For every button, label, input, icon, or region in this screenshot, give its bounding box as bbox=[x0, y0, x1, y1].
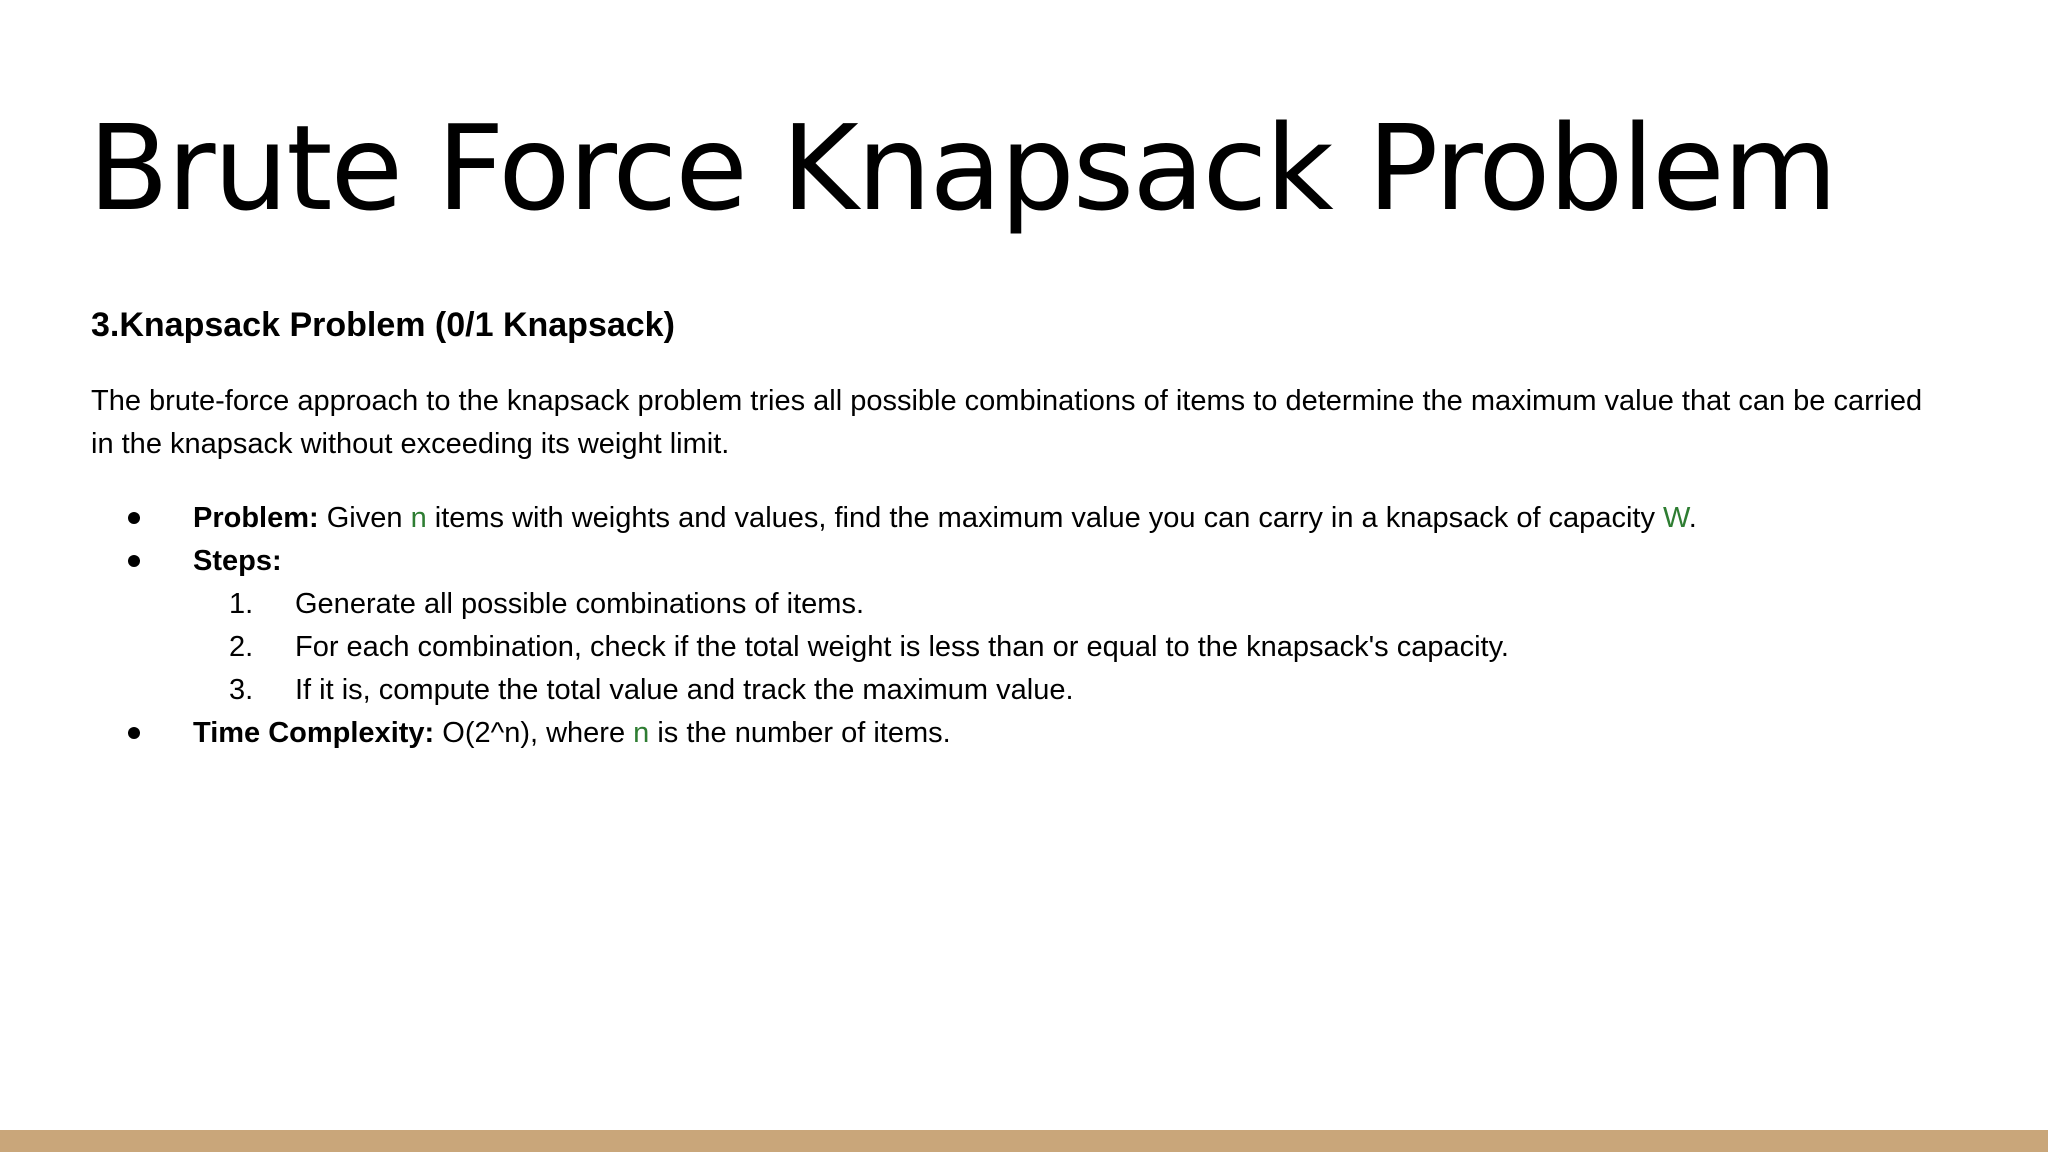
step-number: 1. bbox=[229, 588, 254, 620]
complexity-text: is the number of items. bbox=[649, 717, 951, 749]
complexity-var-n: n bbox=[633, 717, 650, 749]
problem-text: items with weights and values, find the maximum value you can carry in a knapsack of capacity bbox=[426, 502, 1663, 534]
steps-container bbox=[91, 583, 1991, 712]
problem-var-w: W bbox=[1663, 502, 1689, 534]
step-text: If it is, compute the total value and track the maximum value. bbox=[295, 674, 1074, 706]
section-heading: 3.Knapsack Problem (0/1 Knapsack) bbox=[91, 306, 675, 344]
bullet-steps bbox=[91, 540, 1991, 583]
bullet-problem bbox=[91, 497, 1991, 540]
intro-paragraph: The brute-force approach to the knapsack problem tries all possible combinations of items to determine the maximum value that can be carried in the knapsack without exceeding its weight limit. bbox=[91, 385, 1923, 460]
step-number: 3. bbox=[229, 674, 254, 706]
step-text: For each combination, check if the total weight is less than or equal to the knapsack's capacity. bbox=[295, 631, 1509, 663]
step-number: 2. bbox=[229, 631, 254, 663]
complexity-label: Time Complexity: bbox=[193, 717, 435, 749]
complexity-text: O(2^n), where bbox=[434, 717, 634, 749]
steps-list bbox=[193, 583, 1991, 712]
bullet-list bbox=[91, 497, 1991, 755]
step-item bbox=[193, 626, 1991, 669]
bullet-dot-icon bbox=[128, 727, 140, 739]
slide-title: Brute Force Knapsack Problem bbox=[88, 99, 1836, 237]
bullet-complexity bbox=[91, 712, 1991, 755]
problem-text: . bbox=[1688, 502, 1697, 534]
bullet-dot-icon bbox=[128, 555, 140, 567]
bullet-dot-icon bbox=[128, 512, 140, 524]
slide-content bbox=[91, 300, 1991, 755]
step-item bbox=[193, 583, 1991, 626]
problem-text: Given bbox=[318, 502, 411, 534]
problem-label: Problem: bbox=[193, 502, 319, 534]
step-item bbox=[193, 669, 1991, 712]
step-text: Generate all possible combinations of items. bbox=[295, 588, 865, 620]
footer-accent-bar bbox=[0, 1130, 2048, 1152]
problem-var-n: n bbox=[410, 502, 427, 534]
steps-label: Steps: bbox=[193, 545, 282, 577]
